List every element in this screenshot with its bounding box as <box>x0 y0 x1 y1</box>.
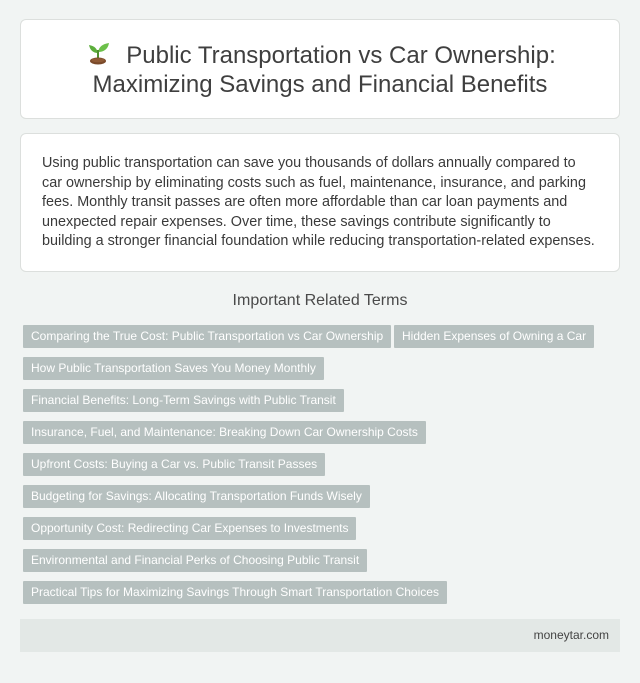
term-tag[interactable]: Environmental and Financial Perks of Choosing Public Transit <box>23 549 367 572</box>
related-terms-heading: Important Related Terms <box>232 292 408 309</box>
seedling-icon <box>84 40 112 66</box>
term-tag[interactable]: Opportunity Cost: Redirecting Car Expenses to Investments <box>23 517 356 540</box>
term-tag[interactable]: Budgeting for Savings: Allocating Transportation Funds Wisely <box>23 485 370 508</box>
page-title-text: Public Transportation vs Car Ownership: Maximizing Savings and Financial Benefits <box>92 41 556 98</box>
term-tag[interactable]: Practical Tips for Maximizing Savings Through Smart Transportation Choices <box>23 581 447 604</box>
term-tag[interactable]: Comparing the True Cost: Public Transportation vs Car Ownership <box>23 325 391 348</box>
footer <box>20 619 620 652</box>
term-tag[interactable]: How Public Transportation Saves You Money Monthly <box>23 357 324 380</box>
summary-text: Using public transportation can save you thousands of dollars annually compared to car ownership by eliminating costs such as fuel, maintenance, insurance, and parking fees. Monthly transit passes are often more affordable than car loan payments and unexpected repair expenses. Over time, these savings contribute significantly to building a stronger financial foundation while reducing transportation-related expenses. <box>42 155 595 250</box>
term-tag[interactable]: Hidden Expenses of Owning a Car <box>394 325 594 348</box>
term-tag[interactable]: Upfront Costs: Buying a Car vs. Public Transit Passes <box>23 453 325 476</box>
page-title <box>60 40 580 99</box>
footer-site[interactable]: moneytar.com <box>533 628 609 642</box>
title-card <box>20 19 620 119</box>
term-tag[interactable]: Financial Benefits: Long-Term Savings with Public Transit <box>23 389 344 412</box>
term-tag[interactable]: Insurance, Fuel, and Maintenance: Breaking Down Car Ownership Costs <box>23 421 426 444</box>
summary-card <box>20 133 620 272</box>
